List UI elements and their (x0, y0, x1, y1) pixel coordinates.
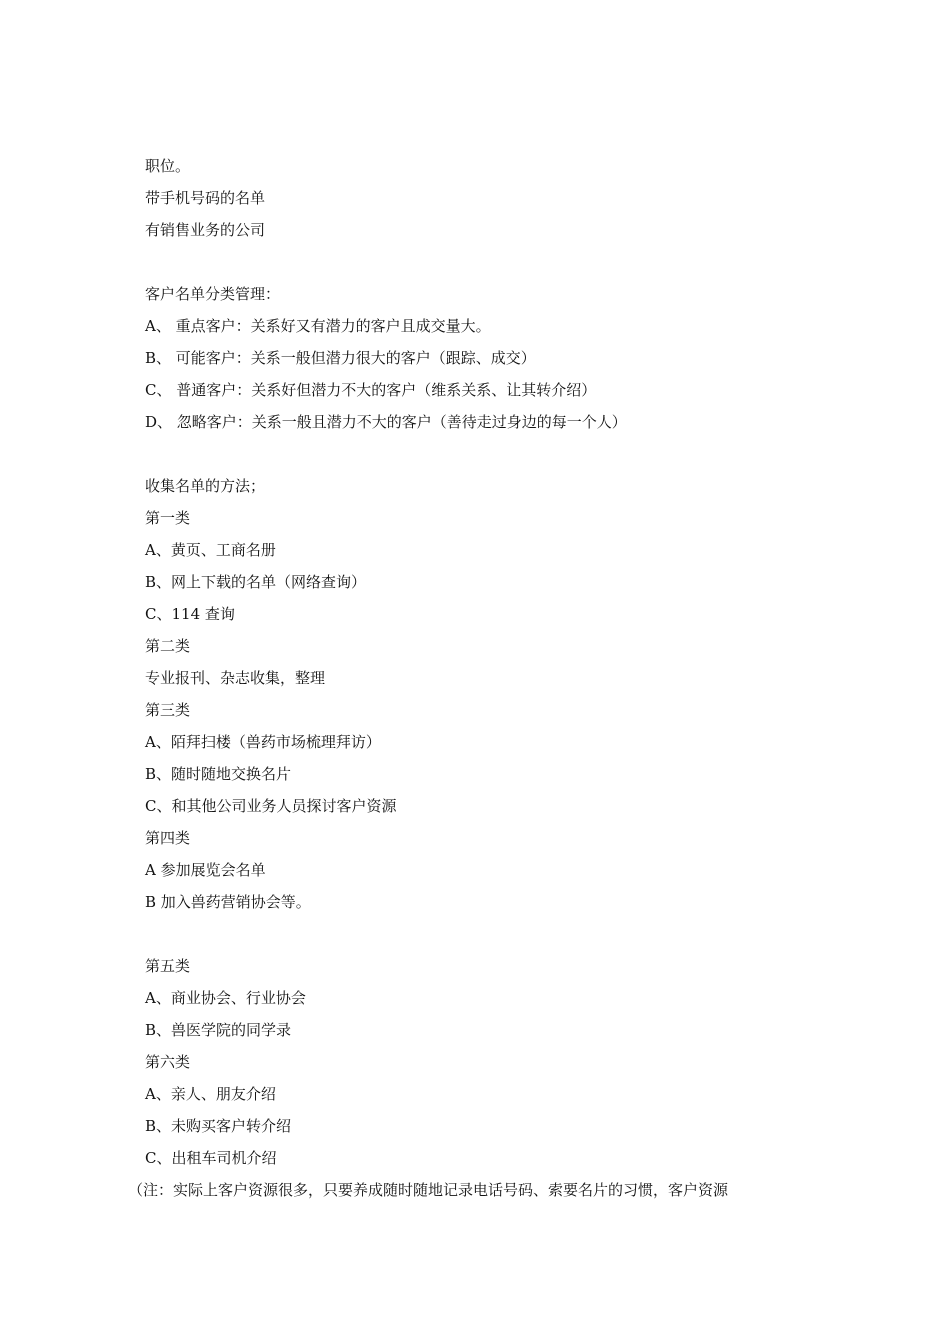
heading-client-classification: 客户名单分类管理： (145, 285, 281, 303)
category-5-heading: 第五类 (145, 957, 191, 975)
category-1-heading: 第一类 (145, 509, 191, 527)
category-3-heading: 第三类 (145, 701, 191, 719)
category-1-item-c: C、114 查询 (145, 605, 235, 623)
heading-collection-methods: 收集名单的方法； (145, 477, 266, 495)
note-paragraph: （注：实际上客户资源很多，只要养成随时随地记录电话号码、索要名片的习惯，客户资源 (128, 1181, 729, 1199)
category-5-item-b: B、兽医学院的同学录 (145, 1021, 292, 1039)
text-line-sales-company: 有销售业务的公司 (145, 221, 266, 239)
category-6-heading: 第六类 (145, 1053, 191, 1071)
category-6-item-c: C、出租车司机介绍 (145, 1149, 277, 1167)
category-4-item-a: A 参加展览会名单 (145, 861, 266, 879)
category-1-item-a: A、黄页、工商名册 (145, 541, 276, 559)
classification-item-c: C、 普通客户：关系好但潜力不大的客户（维系关系、让其转介绍） (145, 381, 597, 399)
text-line-mobile-list: 带手机号码的名单 (145, 189, 266, 207)
category-2-heading: 第二类 (145, 637, 191, 655)
category-1-item-b: B、网上下载的名单（网络查询） (145, 573, 367, 591)
classification-item-d: D、 忽略客户：关系一般且潜力不大的客户（善待走过身边的每一个人） (145, 413, 627, 431)
category-4-heading: 第四类 (145, 829, 191, 847)
category-3-item-c: C、和其他公司业务人员探讨客户资源 (145, 797, 397, 815)
classification-item-b: B、 可能客户：关系一般但潜力很大的客户（跟踪、成交） (145, 349, 536, 367)
category-5-item-a: A、商业协会、行业协会 (145, 989, 306, 1007)
classification-item-a: A、 重点客户：关系好又有潜力的客户且成交量大。 (145, 317, 491, 335)
text-line-position: 职位。 (145, 157, 191, 175)
category-3-item-a: A、陌拜扫楼（兽药市场梳理拜访） (145, 733, 381, 751)
category-6-item-a: A、亲人、朋友介绍 (145, 1085, 276, 1103)
category-6-item-b: B、未购买客户转介绍 (145, 1117, 292, 1135)
category-3-item-b: B、随时随地交换名片 (145, 765, 292, 783)
category-4-item-b: B 加入兽药营销协会等。 (145, 893, 311, 911)
category-2-item: 专业报刊、杂志收集，整理 (145, 669, 326, 687)
